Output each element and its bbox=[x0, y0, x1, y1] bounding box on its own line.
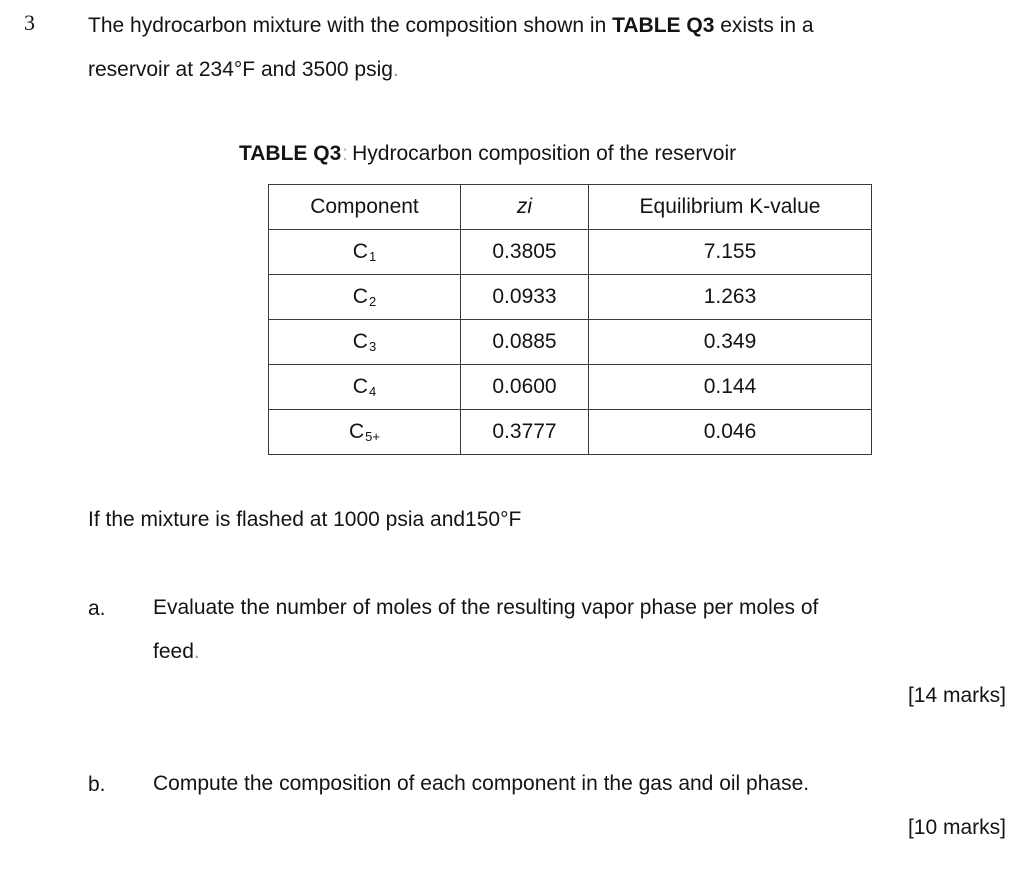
table-caption-text: Hydrocarbon composition of the reservoir bbox=[352, 142, 737, 165]
k-value-cell: 0.144 bbox=[589, 365, 872, 410]
table-row bbox=[269, 320, 872, 365]
component-subscript: 2 bbox=[368, 294, 377, 309]
zi-cell: 0.0600 bbox=[461, 365, 589, 410]
question-intro bbox=[88, 4, 1008, 92]
part-b-marks: [10 marks] bbox=[907, 816, 1006, 839]
part-a-marks: [14 marks] bbox=[907, 684, 1006, 707]
zi-cell: 0.3805 bbox=[461, 230, 589, 275]
part-b-letter: b. bbox=[88, 773, 106, 796]
component-subscript: 4 bbox=[368, 384, 377, 399]
part-b-text: Compute the composition of each component in the gas and oil phase. bbox=[153, 772, 810, 795]
flash-condition-text: If the mixture is flashed at 1000 psia and150°F bbox=[88, 508, 522, 531]
k-value-cell: 0.349 bbox=[589, 320, 872, 365]
intro-text-before: The hydrocarbon mixture with the composition shown in bbox=[88, 14, 613, 37]
zi-cell: 0.0933 bbox=[461, 275, 589, 320]
composition-table bbox=[268, 184, 872, 455]
part-a-line-1: Evaluate the number of moles of the resulting vapor phase per moles of bbox=[153, 596, 819, 619]
table-caption-separator: : bbox=[342, 142, 349, 165]
intro-table-reference: TABLE Q3 bbox=[612, 14, 715, 37]
table-row bbox=[269, 410, 872, 455]
part-a-letter: a. bbox=[88, 597, 106, 620]
part-a-period: . bbox=[193, 640, 200, 663]
header-k-value: Equilibrium K-value bbox=[589, 185, 872, 230]
component-cell bbox=[269, 230, 461, 275]
question-number: 3 bbox=[24, 10, 35, 35]
intro-line-1 bbox=[88, 4, 1008, 48]
k-value-cell: 1.263 bbox=[589, 275, 872, 320]
zi-cell: 0.3777 bbox=[461, 410, 589, 455]
component-cell bbox=[269, 410, 461, 455]
component-base: C bbox=[352, 375, 368, 398]
component-subscript: 5+ bbox=[365, 429, 380, 444]
component-base: C bbox=[352, 240, 368, 263]
table-header-row bbox=[269, 185, 872, 230]
component-cell bbox=[269, 275, 461, 320]
component-cell bbox=[269, 365, 461, 410]
table-caption-label: TABLE Q3 bbox=[239, 142, 342, 165]
part-a-line-2 bbox=[153, 630, 1013, 674]
intro-conditions-text: reservoir at 234°F and 3500 psig bbox=[88, 58, 393, 81]
component-base: C bbox=[349, 420, 365, 443]
intro-period: . bbox=[392, 58, 399, 81]
component-subscript: 1 bbox=[368, 249, 377, 264]
intro-line-2 bbox=[88, 48, 1008, 92]
k-value-cell: 7.155 bbox=[589, 230, 872, 275]
zi-cell: 0.0885 bbox=[461, 320, 589, 365]
component-subscript: 3 bbox=[368, 339, 377, 354]
part-a-text bbox=[153, 586, 1013, 674]
component-cell bbox=[269, 320, 461, 365]
k-value-cell: 0.046 bbox=[589, 410, 872, 455]
component-base: C bbox=[352, 330, 368, 353]
table-caption bbox=[239, 142, 736, 166]
component-base: C bbox=[352, 285, 368, 308]
header-component: Component bbox=[269, 185, 461, 230]
header-zi: zi bbox=[461, 185, 589, 230]
table-row bbox=[269, 275, 872, 320]
table-row bbox=[269, 365, 872, 410]
table-row bbox=[269, 230, 872, 275]
part-a-line-2-text: feed bbox=[153, 640, 194, 663]
intro-text-after: exists in a bbox=[714, 14, 814, 37]
